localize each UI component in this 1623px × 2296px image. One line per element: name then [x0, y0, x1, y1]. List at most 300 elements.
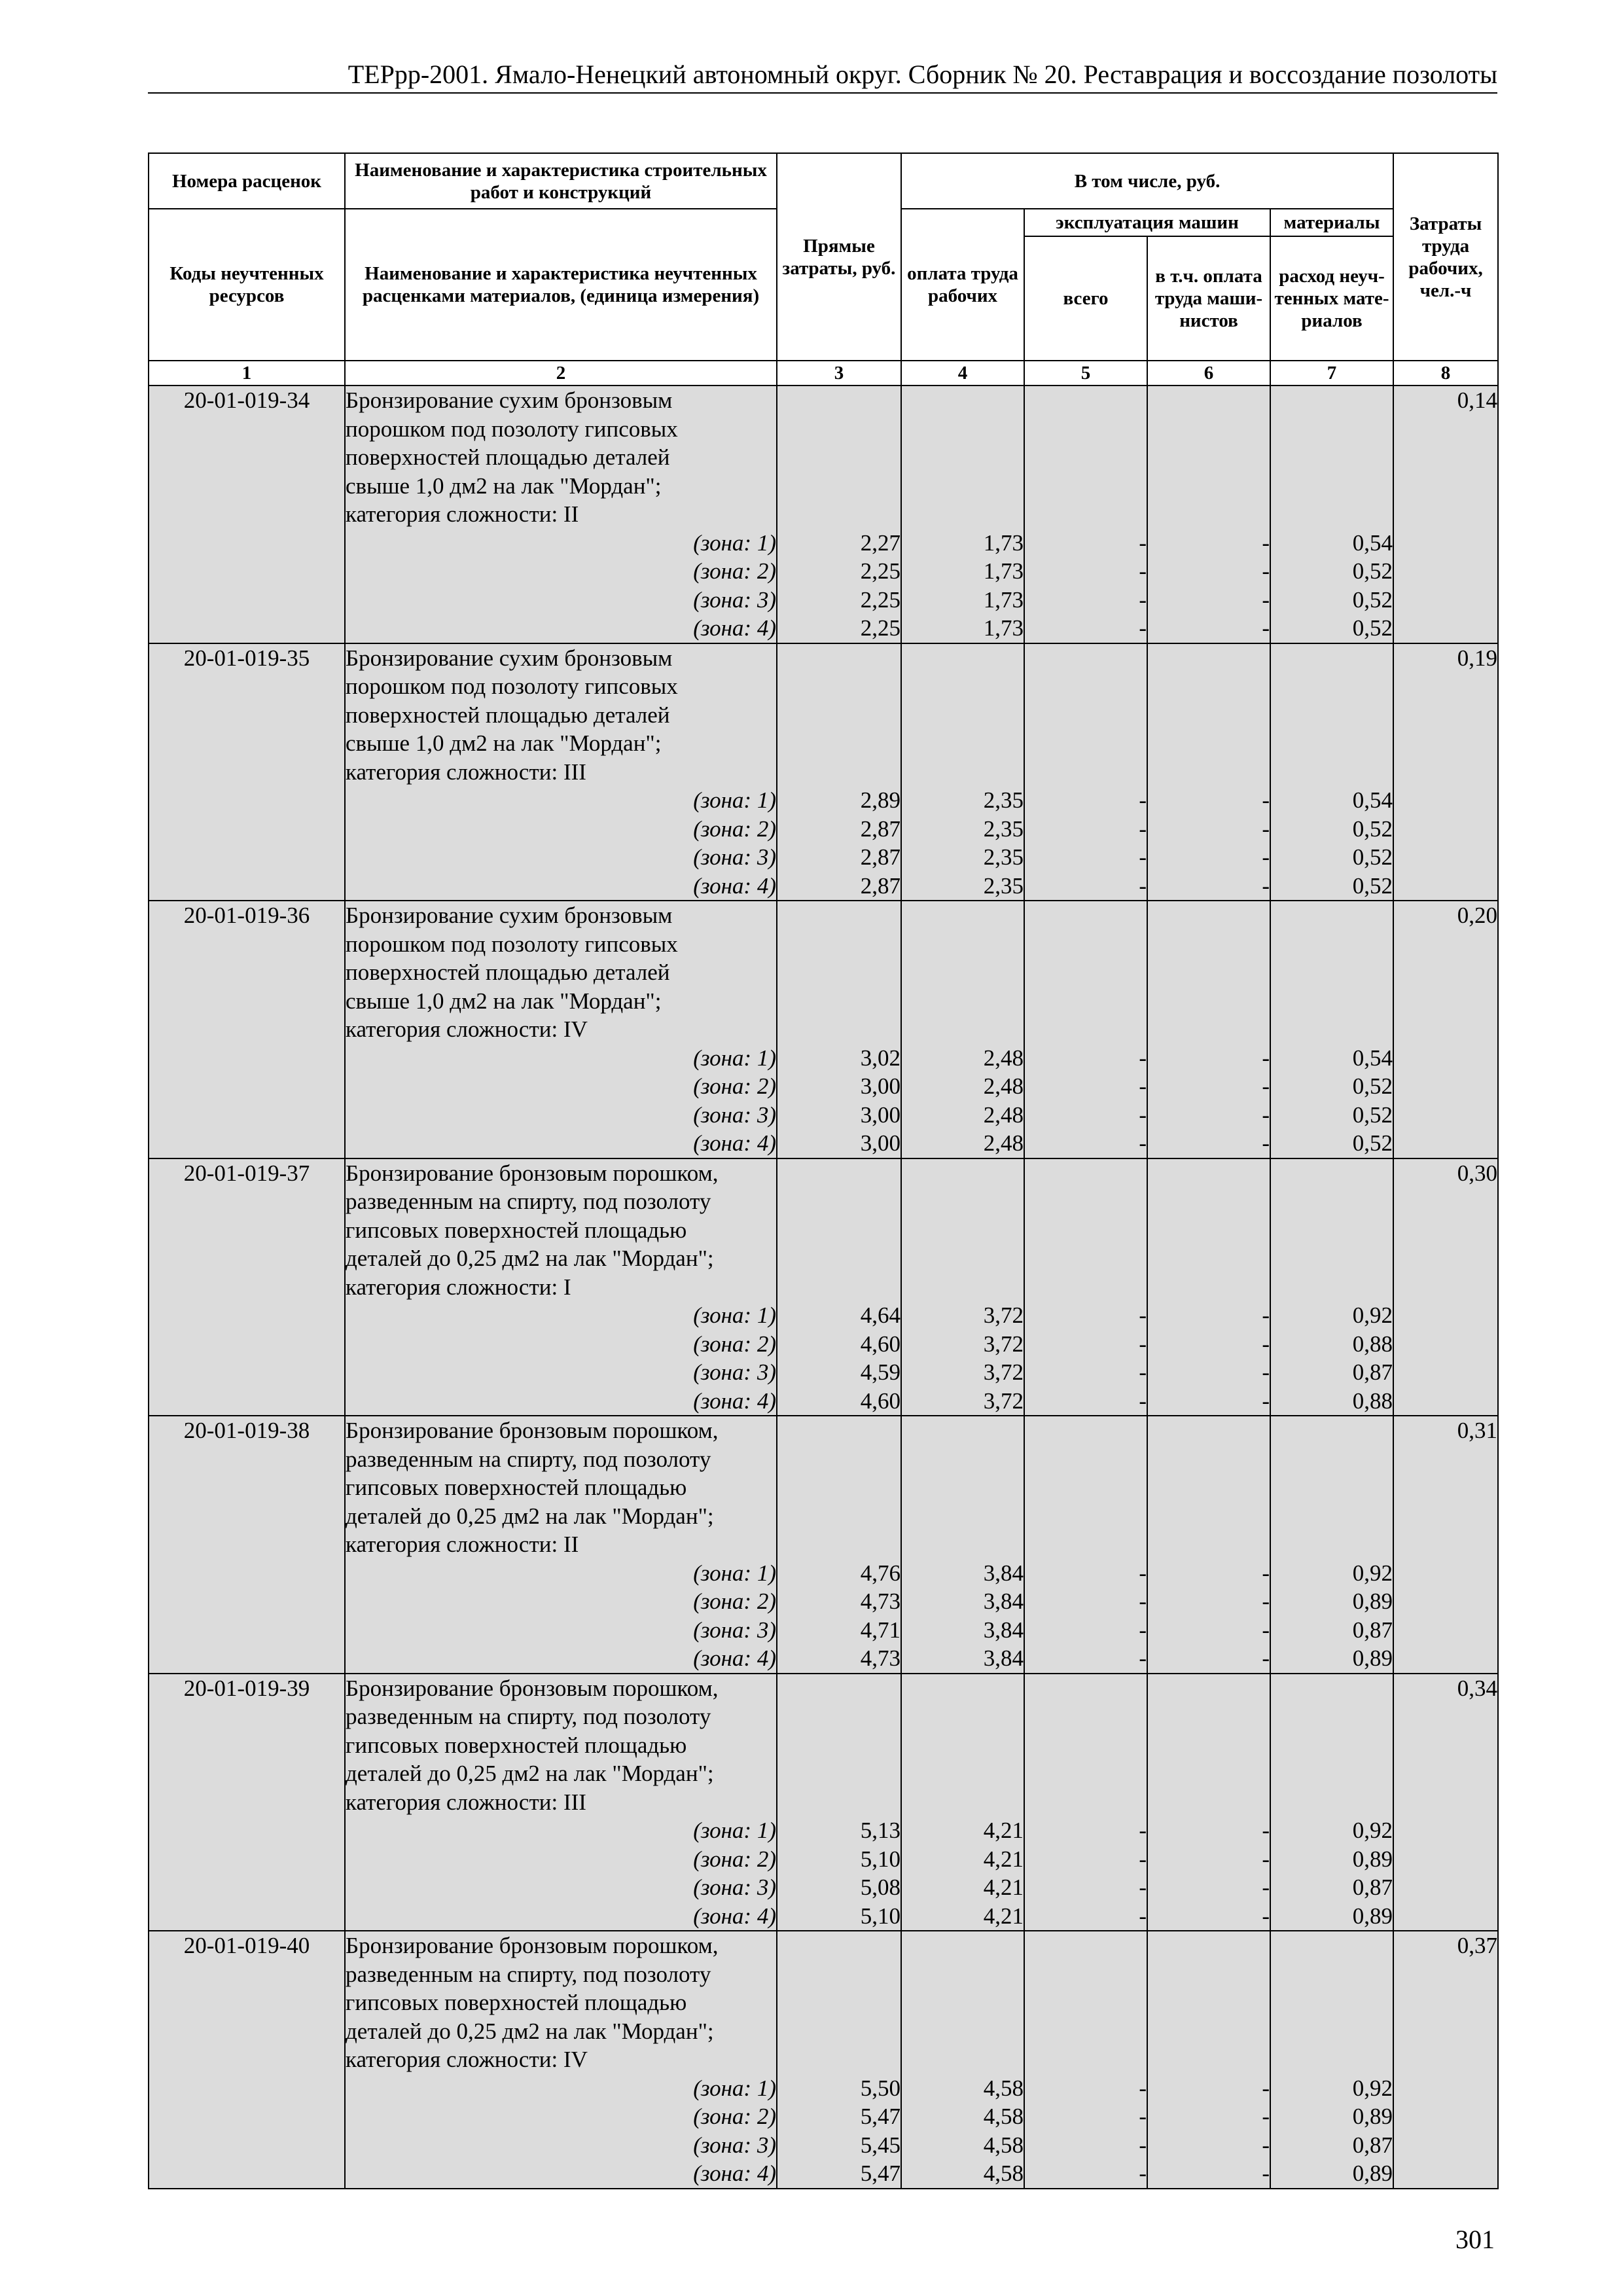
description-spacer: [1148, 1159, 1270, 1302]
worker-wages-value-cell: [901, 901, 1024, 1158]
table-row: [149, 1416, 1498, 1674]
machines-total-value: -: [1139, 586, 1147, 613]
machines-total-value: -: [1139, 1645, 1147, 1671]
column-number: 7: [1270, 361, 1393, 386]
zone-label: (зона: 3): [693, 1359, 776, 1385]
rate-description-cell: [345, 1416, 777, 1674]
table-body: [149, 386, 1498, 2189]
machines-total-value-cell: [1024, 1931, 1147, 2189]
direct-cost-value-cell: [777, 1416, 901, 1674]
materials-value-cell: [1270, 1416, 1393, 1674]
materials-value: 0,52: [1352, 872, 1393, 899]
worker-wages-value: 2,35: [983, 844, 1024, 870]
worker-wages-value: 2,48: [983, 1073, 1024, 1099]
description-spacer: [1271, 1931, 1393, 2074]
worker-wages-value-cell: [901, 1158, 1024, 1416]
worker-wages-value: 3,72: [983, 1388, 1024, 1414]
machinist-wages-value: -: [1262, 1073, 1270, 1099]
machines-total-value: -: [1139, 1045, 1147, 1071]
table-row: [149, 1674, 1498, 1931]
materials-value: 0,52: [1352, 1073, 1393, 1099]
rates-table: [148, 152, 1499, 2189]
machines-total-value: -: [1139, 1388, 1147, 1414]
rate-description-cell: [345, 1674, 777, 1931]
machinist-wages-value-cell: [1147, 386, 1270, 643]
worker-wages-value: 4,58: [983, 2161, 1024, 2186]
description-spacer: [902, 1931, 1024, 2074]
materials-value-cell: [1270, 1931, 1393, 2189]
header-work-name: Наименование и характеристика строительных работ и конструкций: [345, 153, 777, 209]
worker-wages-value: 1,73: [983, 586, 1024, 613]
description-spacer: [902, 901, 1024, 1044]
machinist-wages-value: -: [1262, 1302, 1270, 1328]
zone-label: (зона: 1): [693, 1560, 776, 1586]
zone-label: (зона: 2): [693, 2104, 776, 2129]
materials-value: 0,52: [1352, 1102, 1393, 1128]
materials-value: 0,89: [1352, 1588, 1393, 1614]
labor-hours-value: 0,31: [1393, 1416, 1498, 1674]
worker-wages-value: 4,21: [983, 1846, 1024, 1872]
description-spacer: [1025, 901, 1147, 1044]
column-number: 4: [901, 361, 1024, 386]
rate-code: 20-01-019-37: [149, 1158, 345, 1416]
worker-wages-value-cell: [901, 1416, 1024, 1674]
materials-value: 0,52: [1352, 586, 1393, 613]
machinist-wages-value: -: [1262, 1331, 1270, 1357]
rate-code: 20-01-019-40: [149, 1931, 345, 2189]
rate-description-cell: [345, 1158, 777, 1416]
machinist-wages-value: -: [1262, 872, 1270, 899]
zone-label: (зона: 3): [693, 1874, 776, 1900]
machines-total-value: -: [1139, 1874, 1147, 1900]
worker-wages-value: 4,58: [983, 2075, 1024, 2101]
materials-value-cell: [1270, 1158, 1393, 1416]
machines-total-value: -: [1139, 2161, 1147, 2186]
rate-description-cell: [345, 1931, 777, 2189]
machinist-wages-value: -: [1262, 1102, 1270, 1128]
zone-label: (зона: 4): [693, 615, 776, 641]
direct-cost-value: 2,25: [860, 558, 901, 584]
labor-hours-value: 0,19: [1393, 643, 1498, 901]
description-spacer: [1148, 1674, 1270, 1817]
worker-wages-value: 2,35: [983, 816, 1024, 842]
machines-total-value: -: [1139, 2132, 1147, 2158]
machinist-wages-value-cell: [1147, 1931, 1270, 2189]
materials-value-cell: [1270, 901, 1393, 1158]
header-resource-codes: Коды неучтенных ресурсов: [149, 209, 345, 361]
labor-hours-value: 0,37: [1393, 1931, 1498, 2189]
zone-label: (зона: 3): [693, 2132, 776, 2158]
description-spacer: [1148, 901, 1270, 1044]
worker-wages-value: 3,84: [983, 1645, 1024, 1671]
machines-total-value: -: [1139, 787, 1147, 813]
zone-label: (зона: 3): [693, 1102, 776, 1128]
direct-cost-value: 3,00: [860, 1073, 901, 1099]
header-labor-hours: Затраты труда рабочих, чел.-ч: [1393, 153, 1498, 361]
machinist-wages-value: -: [1262, 2104, 1270, 2129]
direct-cost-value: 2,87: [860, 872, 901, 899]
machines-total-value: -: [1139, 1846, 1147, 1872]
zone-label: (зона: 2): [693, 1588, 776, 1614]
worker-wages-value-cell: [901, 1931, 1024, 2189]
worker-wages-value: 1,73: [983, 558, 1024, 584]
materials-value: 0,54: [1352, 529, 1393, 556]
description-spacer: [777, 644, 901, 787]
zone-label: (зона: 4): [693, 1130, 776, 1156]
description-spacer: [777, 1159, 901, 1302]
direct-cost-value: 4,73: [860, 1645, 901, 1671]
description-spacer: [1271, 1674, 1393, 1817]
table-row: [149, 386, 1498, 643]
description-spacer: [777, 386, 901, 529]
direct-cost-value: 4,76: [860, 1560, 901, 1586]
machines-total-value: -: [1139, 844, 1147, 870]
materials-value: 0,87: [1352, 1874, 1393, 1900]
machines-total-value: -: [1139, 558, 1147, 584]
worker-wages-value: 3,72: [983, 1302, 1024, 1328]
worker-wages-value: 3,72: [983, 1331, 1024, 1357]
rate-description: Бронзирование сухим бронзовым порошком под позолоту гипсовых поверхностей площадью деталей свыше 1,0 дм2 на лак "Мордан"; категория сложности: IV: [346, 903, 678, 1042]
materials-value: 0,87: [1352, 1359, 1393, 1385]
machines-total-value: -: [1139, 1560, 1147, 1586]
direct-cost-value: 2,27: [860, 529, 901, 556]
column-number: 2: [345, 361, 777, 386]
machinist-wages-value: -: [1262, 816, 1270, 842]
machines-total-value: -: [1139, 1130, 1147, 1156]
rate-code: 20-01-019-34: [149, 386, 345, 643]
machinist-wages-value: -: [1262, 844, 1270, 870]
column-number: 5: [1024, 361, 1147, 386]
direct-cost-value: 3,00: [860, 1130, 901, 1156]
direct-cost-value: 2,25: [860, 586, 901, 613]
table-row: [149, 901, 1498, 1158]
machines-total-value: -: [1139, 1102, 1147, 1128]
table-row: [149, 643, 1498, 901]
machinist-wages-value: -: [1262, 1045, 1270, 1071]
description-spacer: [902, 1674, 1024, 1817]
rate-code: 20-01-019-39: [149, 1674, 345, 1931]
machines-total-value-cell: [1024, 386, 1147, 643]
direct-cost-value-cell: [777, 1158, 901, 1416]
labor-hours-value: 0,34: [1393, 1674, 1498, 1931]
rate-description-cell: [345, 901, 777, 1158]
direct-cost-value: 5,08: [860, 1874, 901, 1900]
header-rule: [148, 92, 1497, 94]
materials-value: 0,92: [1352, 1302, 1393, 1328]
direct-cost-value-cell: [777, 901, 901, 1158]
direct-cost-value: 5,47: [860, 2161, 901, 2186]
machines-total-value-cell: [1024, 643, 1147, 901]
rate-description: Бронзирование бронзовым порошком, разведенным на спирту, под позолоту гипсовых поверхностей площадью деталей до 0,25 дм2 на лак "Мордан"; категория сложности: I: [346, 1160, 719, 1300]
zone-label: (зона: 2): [693, 558, 776, 584]
direct-cost-value: 4,60: [860, 1331, 901, 1357]
machinist-wages-value: -: [1262, 1359, 1270, 1385]
machinist-wages-value-cell: [1147, 643, 1270, 901]
rate-description: Бронзирование бронзовым порошком, разведенным на спирту, под позолоту гипсовых поверхностей площадью деталей до 0,25 дм2 на лак "Мордан"; категория сложности: II: [346, 1418, 719, 1557]
zone-label: (зона: 4): [693, 1388, 776, 1414]
description-spacer: [1025, 1416, 1147, 1559]
machines-total-value: -: [1139, 2104, 1147, 2129]
description-spacer: [777, 1416, 901, 1559]
zone-label: (зона: 3): [693, 586, 776, 613]
zone-label: (зона: 3): [693, 844, 776, 870]
labor-hours-value: 0,14: [1393, 386, 1498, 643]
description-spacer: [1025, 644, 1147, 787]
description-spacer: [1025, 1159, 1147, 1302]
zone-label: (зона: 2): [693, 1846, 776, 1872]
page-number: 301: [1455, 2225, 1495, 2254]
rate-description-cell: [345, 643, 777, 901]
materials-value: 0,52: [1352, 844, 1393, 870]
materials-value: 0,92: [1352, 2075, 1393, 2101]
machines-total-value-cell: [1024, 901, 1147, 1158]
machinist-wages-value: -: [1262, 615, 1270, 641]
materials-value: 0,92: [1352, 1818, 1393, 1843]
direct-cost-value: 4,71: [860, 1617, 901, 1643]
machines-total-value: -: [1139, 816, 1147, 842]
rate-description: Бронзирование сухим бронзовым порошком под позолоту гипсовых поверхностей площадью деталей свыше 1,0 дм2 на лак "Мордан"; категория сложности: II: [346, 387, 678, 527]
machinist-wages-value: -: [1262, 529, 1270, 556]
machinist-wages-value: -: [1262, 1645, 1270, 1671]
worker-wages-value: 3,84: [983, 1617, 1024, 1643]
column-number: 1: [149, 361, 345, 386]
direct-cost-value: 4,64: [860, 1302, 901, 1328]
description-spacer: [902, 1159, 1024, 1302]
page-header-title: ТЕРрр-2001. Ямало-Ненецкий автономный округ. Сборник № 20. Реставрация и воссоздание позолоты: [348, 60, 1497, 89]
direct-cost-value-cell: [777, 643, 901, 901]
rate-description: Бронзирование сухим бронзовым порошком под позолоту гипсовых поверхностей площадью деталей свыше 1,0 дм2 на лак "Мордан"; категория сложности: III: [346, 645, 678, 785]
machines-total-value: -: [1139, 872, 1147, 899]
header-materials-name: Наименование и характеристика неучтенных расценками материалов, (единица измерения): [345, 209, 777, 361]
description-spacer: [1271, 644, 1393, 787]
materials-value-cell: [1270, 386, 1393, 643]
machines-total-value-cell: [1024, 1158, 1147, 1416]
zone-label: (зона: 3): [693, 1617, 776, 1643]
machines-total-value-cell: [1024, 1416, 1147, 1674]
description-spacer: [777, 901, 901, 1044]
materials-value: 0,88: [1352, 1331, 1393, 1357]
worker-wages-value-cell: [901, 386, 1024, 643]
materials-value: 0,89: [1352, 1645, 1393, 1671]
rate-description: Бронзирование бронзовым порошком, разведенным на спирту, под позолоту гипсовых поверхностей площадью деталей до 0,25 дм2 на лак "Мордан"; категория сложности: III: [346, 1675, 719, 1815]
table-row: [149, 1931, 1498, 2189]
header-direct-costs: Прямые затраты, руб.: [777, 153, 901, 361]
description-spacer: [1148, 1416, 1270, 1559]
machinist-wages-value: -: [1262, 2075, 1270, 2101]
description-spacer: [777, 1931, 901, 2074]
column-number: 3: [777, 361, 901, 386]
machines-total-value: -: [1139, 1073, 1147, 1099]
machines-total-value: -: [1139, 1359, 1147, 1385]
machinist-wages-value-cell: [1147, 1416, 1270, 1674]
worker-wages-value: 4,58: [983, 2132, 1024, 2158]
header-machinist-wages: в т.ч. оплата труда маши-нистов: [1147, 236, 1270, 361]
header-machines: эксплуатация машин: [1024, 209, 1270, 236]
header-rate-numbers: Номера расценок: [149, 153, 345, 209]
description-spacer: [902, 644, 1024, 787]
zone-label: (зона: 1): [693, 1302, 776, 1328]
machinist-wages-value-cell: [1147, 901, 1270, 1158]
worker-wages-value: 4,58: [983, 2104, 1024, 2129]
machinist-wages-value: -: [1262, 1588, 1270, 1614]
materials-value: 0,89: [1352, 2161, 1393, 2186]
description-spacer: [1148, 386, 1270, 529]
worker-wages-value-cell: [901, 643, 1024, 901]
worker-wages-value: 1,73: [983, 615, 1024, 641]
description-spacer: [1025, 1674, 1147, 1817]
materials-value: 0,54: [1352, 1045, 1393, 1071]
header-materials: материалы: [1270, 209, 1393, 236]
machines-total-value: -: [1139, 529, 1147, 556]
machinist-wages-value: -: [1262, 1846, 1270, 1872]
direct-cost-value: 4,59: [860, 1359, 901, 1385]
machinist-wages-value: -: [1262, 1818, 1270, 1843]
zone-label: (зона: 2): [693, 1073, 776, 1099]
machinist-wages-value: -: [1262, 2161, 1270, 2186]
worker-wages-value: 3,72: [983, 1359, 1024, 1385]
machinist-wages-value: -: [1262, 1903, 1270, 1929]
direct-cost-value: 4,73: [860, 1588, 901, 1614]
zone-label: (зона: 4): [693, 2161, 776, 2186]
zone-label: (зона: 4): [693, 1903, 776, 1929]
machines-total-value: -: [1139, 615, 1147, 641]
header-machines-total: всего: [1024, 236, 1147, 361]
zone-label: (зона: 1): [693, 2075, 776, 2101]
materials-value: 0,52: [1352, 615, 1393, 641]
rate-description: Бронзирование бронзовым порошком, разведенным на спирту, под позолоту гипсовых поверхностей площадью деталей до 0,25 дм2 на лак "Мордан"; категория сложности: IV: [346, 1933, 719, 2072]
machines-total-value: -: [1139, 2075, 1147, 2101]
header-including-group: В том числе, руб.: [901, 153, 1393, 209]
worker-wages-value: 2,35: [983, 787, 1024, 813]
direct-cost-value: 2,87: [860, 844, 901, 870]
machinist-wages-value: -: [1262, 1130, 1270, 1156]
description-spacer: [902, 1416, 1024, 1559]
materials-value: 0,89: [1352, 1846, 1393, 1872]
direct-cost-value: 5,45: [860, 2132, 901, 2158]
worker-wages-value-cell: [901, 1674, 1024, 1931]
worker-wages-value: 3,84: [983, 1588, 1024, 1614]
materials-value: 0,87: [1352, 2132, 1393, 2158]
machines-total-value: -: [1139, 1617, 1147, 1643]
worker-wages-value: 4,21: [983, 1903, 1024, 1929]
worker-wages-value: 4,21: [983, 1818, 1024, 1843]
description-spacer: [1025, 386, 1147, 529]
zone-label: (зона: 1): [693, 1818, 776, 1843]
column-number: 6: [1147, 361, 1270, 386]
rate-code: 20-01-019-35: [149, 643, 345, 901]
machinist-wages-value: -: [1262, 2132, 1270, 2158]
machinist-wages-value: -: [1262, 1874, 1270, 1900]
labor-hours-value: 0,20: [1393, 901, 1498, 1158]
materials-value: 0,88: [1352, 1388, 1393, 1414]
rate-code: 20-01-019-36: [149, 901, 345, 1158]
machinist-wages-value: -: [1262, 1617, 1270, 1643]
zone-label: (зона: 4): [693, 1645, 776, 1671]
machinist-wages-value: -: [1262, 1388, 1270, 1414]
materials-value-cell: [1270, 643, 1393, 901]
table-row: [149, 1158, 1498, 1416]
rate-code: 20-01-019-38: [149, 1416, 345, 1674]
header-material-consumption: расход неуч-тенных мате-риалов: [1270, 236, 1393, 361]
machinist-wages-value-cell: [1147, 1674, 1270, 1931]
zone-label: (зона: 2): [693, 816, 776, 842]
machines-total-value-cell: [1024, 1674, 1147, 1931]
direct-cost-value: 5,47: [860, 2104, 901, 2129]
zone-label: (зона: 1): [693, 529, 776, 556]
machinist-wages-value: -: [1262, 1560, 1270, 1586]
zone-label: (зона: 1): [693, 1045, 776, 1071]
materials-value: 0,92: [1352, 1560, 1393, 1586]
machines-total-value: -: [1139, 1302, 1147, 1328]
description-spacer: [1025, 1931, 1147, 2074]
worker-wages-value: 2,35: [983, 872, 1024, 899]
direct-cost-value: 2,87: [860, 816, 901, 842]
description-spacer: [777, 1674, 901, 1817]
machines-total-value: -: [1139, 1588, 1147, 1614]
table-header: [149, 153, 1498, 386]
materials-value: 0,87: [1352, 1617, 1393, 1643]
description-spacer: [1148, 1931, 1270, 2074]
direct-cost-value: 3,02: [860, 1045, 901, 1071]
machines-total-value: -: [1139, 1331, 1147, 1357]
worker-wages-value: 4,21: [983, 1874, 1024, 1900]
zone-label: (зона: 4): [693, 872, 776, 899]
materials-value: 0,52: [1352, 1130, 1393, 1156]
worker-wages-value: 2,48: [983, 1045, 1024, 1071]
header-worker-wages: оплата труда рабочих: [901, 209, 1024, 361]
description-spacer: [1271, 386, 1393, 529]
machinist-wages-value: -: [1262, 787, 1270, 813]
direct-cost-value: 5,10: [860, 1903, 901, 1929]
worker-wages-value: 1,73: [983, 529, 1024, 556]
machinist-wages-value-cell: [1147, 1158, 1270, 1416]
direct-cost-value: 3,00: [860, 1102, 901, 1128]
direct-cost-value-cell: [777, 1674, 901, 1931]
description-spacer: [1148, 644, 1270, 787]
direct-cost-value-cell: [777, 1931, 901, 2189]
materials-value: 0,52: [1352, 816, 1393, 842]
materials-value: 0,89: [1352, 1903, 1393, 1929]
column-number: 8: [1393, 361, 1498, 386]
direct-cost-value: 4,60: [860, 1388, 901, 1414]
labor-hours-value: 0,30: [1393, 1158, 1498, 1416]
machinist-wages-value: -: [1262, 586, 1270, 613]
rate-description-cell: [345, 386, 777, 643]
direct-cost-value: 5,50: [860, 2075, 901, 2101]
materials-value: 0,54: [1352, 787, 1393, 813]
worker-wages-value: 2,48: [983, 1102, 1024, 1128]
direct-cost-value-cell: [777, 386, 901, 643]
description-spacer: [1271, 1159, 1393, 1302]
worker-wages-value: 2,48: [983, 1130, 1024, 1156]
machines-total-value: -: [1139, 1903, 1147, 1929]
direct-cost-value: 2,89: [860, 787, 901, 813]
machinist-wages-value: -: [1262, 558, 1270, 584]
machines-total-value: -: [1139, 1818, 1147, 1843]
description-spacer: [1271, 1416, 1393, 1559]
worker-wages-value: 3,84: [983, 1560, 1024, 1586]
materials-value-cell: [1270, 1674, 1393, 1931]
direct-cost-value: 2,25: [860, 615, 901, 641]
zone-label: (зона: 1): [693, 787, 776, 813]
description-spacer: [902, 386, 1024, 529]
zone-label: (зона: 2): [693, 1331, 776, 1357]
direct-cost-value: 5,13: [860, 1818, 901, 1843]
direct-cost-value: 5,10: [860, 1846, 901, 1872]
materials-value: 0,89: [1352, 2104, 1393, 2129]
description-spacer: [1271, 901, 1393, 1044]
materials-value: 0,52: [1352, 558, 1393, 584]
